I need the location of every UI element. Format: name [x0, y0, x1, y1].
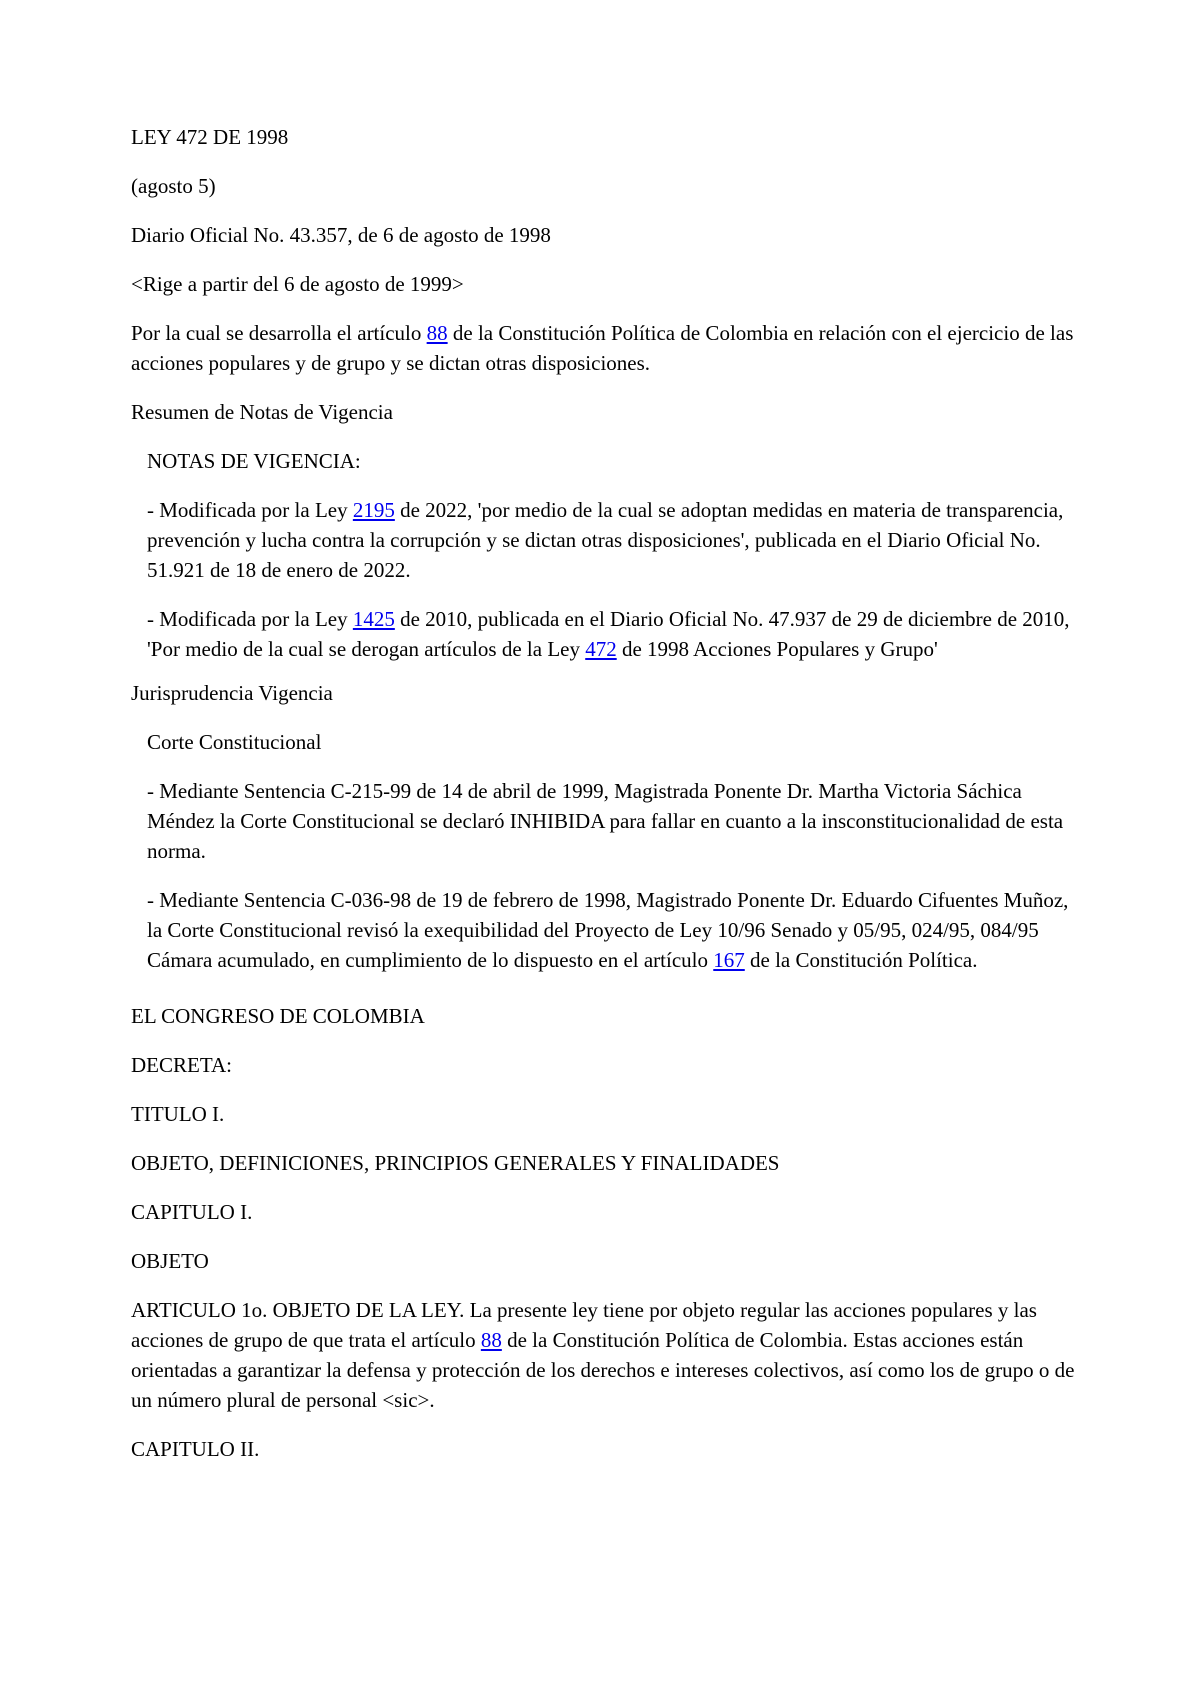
court-name: Corte Constitucional — [147, 730, 322, 754]
vigencia-summary-title: Resumen de Notas de Vigencia — [131, 400, 393, 424]
law-description-text: Por la cual se desarrolla el artículo — [131, 321, 427, 345]
ley-2195-link[interactable]: 2195 — [352, 498, 395, 522]
article-text: de la Constitución Política de Colombia. Estas acciones están orientadas a garantizar la defensa y protección de los derechos e intereses colectivos, así como los de grupo o de un número plural de personal <sic>. — [131, 1328, 1075, 1412]
vigencia-notes-title: NOTAS DE VIGENCIA: — [147, 449, 361, 473]
decreta-heading: DECRETA: — [131, 1053, 232, 1077]
jurisprudencia-item: - Mediante Sentencia C-215-99 de 14 de abril de 1999, Magistrada Ponente Dr. Martha Victoria Sáchica Méndez la Corte Constitucional se declaró INHIBIDA para fallar en cuanto a la insconstitucionalidad de esta norma. — [147, 779, 1064, 863]
note-text: de 2022, 'por medio de la cual se adoptan medidas en materia de transparencia, prevención y lucha contra la corrupción y se dictan otras disposiciones', publicada en el Diario Oficial No. 51.921 de 18 de enero de 2022. — [147, 498, 1064, 582]
gazette-reference: Diario Oficial No. 43.357, de 6 de agosto de 1998 — [131, 223, 551, 247]
ley-1425-link[interactable]: 1425 — [352, 607, 395, 631]
vigencia-note — [147, 495, 1076, 585]
article-88-link[interactable]: 88 — [426, 321, 448, 345]
congress-heading: EL CONGRESO DE COLOMBIA — [131, 1004, 425, 1028]
document-content — [131, 122, 1076, 1464]
article-167-link[interactable]: 167 — [713, 948, 745, 972]
article-88-link[interactable]: 88 — [480, 1328, 502, 1352]
law-date: (agosto 5) — [131, 174, 216, 198]
ley-472-link[interactable]: 472 — [585, 637, 617, 661]
jurisprudencia-item — [147, 885, 1076, 975]
law-description — [131, 318, 1076, 378]
note-text: - Modificada por la Ley — [147, 607, 353, 631]
note-text: - Modificada por la Ley — [147, 498, 353, 522]
vigencia-note — [147, 604, 1076, 664]
capitulo-2-heading: CAPITULO II. — [131, 1437, 260, 1461]
titulo-name: OBJETO, DEFINICIONES, PRINCIPIOS GENERALES Y FINALIDADES — [131, 1151, 780, 1175]
article-1 — [131, 1295, 1076, 1415]
note-text: de 2010, publicada en el Diario Oficial No. 47.937 de 29 de diciembre de 2010, 'Por medio de la cual se derogan artículos de la Ley — [147, 607, 1070, 661]
capitulo-1-name: OBJETO — [131, 1249, 209, 1273]
capitulo-1-heading: CAPITULO I. — [131, 1200, 253, 1224]
jurisprudencia-notes — [131, 727, 1076, 975]
note-text: de 1998 Acciones Populares y Grupo' — [616, 637, 938, 661]
titulo-heading: TITULO I. — [131, 1102, 225, 1126]
jurisprudencia-text: - Mediante Sentencia C-036-98 de 19 de febrero de 1998, Magistrado Ponente Dr. Eduardo Cifuentes Muñoz, la Corte Constitucional revisó la exequibilidad del Proyecto de Ley 10/96 Senado y 05/95, 024/95, 084/95 Cámara acumulado, en cumplimiento de lo dispuesto en el artículo — [147, 888, 1069, 972]
law-description-text: de la Constitución Política de Colombia en relación con el ejercicio de las acciones populares y de grupo y se dictan otras disposiciones. — [131, 321, 1074, 375]
law-title: LEY 472 DE 1998 — [131, 125, 289, 149]
effective-date: <Rige a partir del 6 de agosto de 1999> — [131, 272, 464, 296]
jurisprudencia-text: de la Constitución Política. — [744, 948, 978, 972]
vigencia-notes — [131, 446, 1076, 664]
article-text: ARTICULO 1o. OBJETO DE LA LEY. La presente ley tiene por objeto regular las acciones populares y las acciones de grupo de que trata el artículo — [131, 1298, 1037, 1352]
jurisprudencia-title: Jurisprudencia Vigencia — [131, 681, 333, 705]
